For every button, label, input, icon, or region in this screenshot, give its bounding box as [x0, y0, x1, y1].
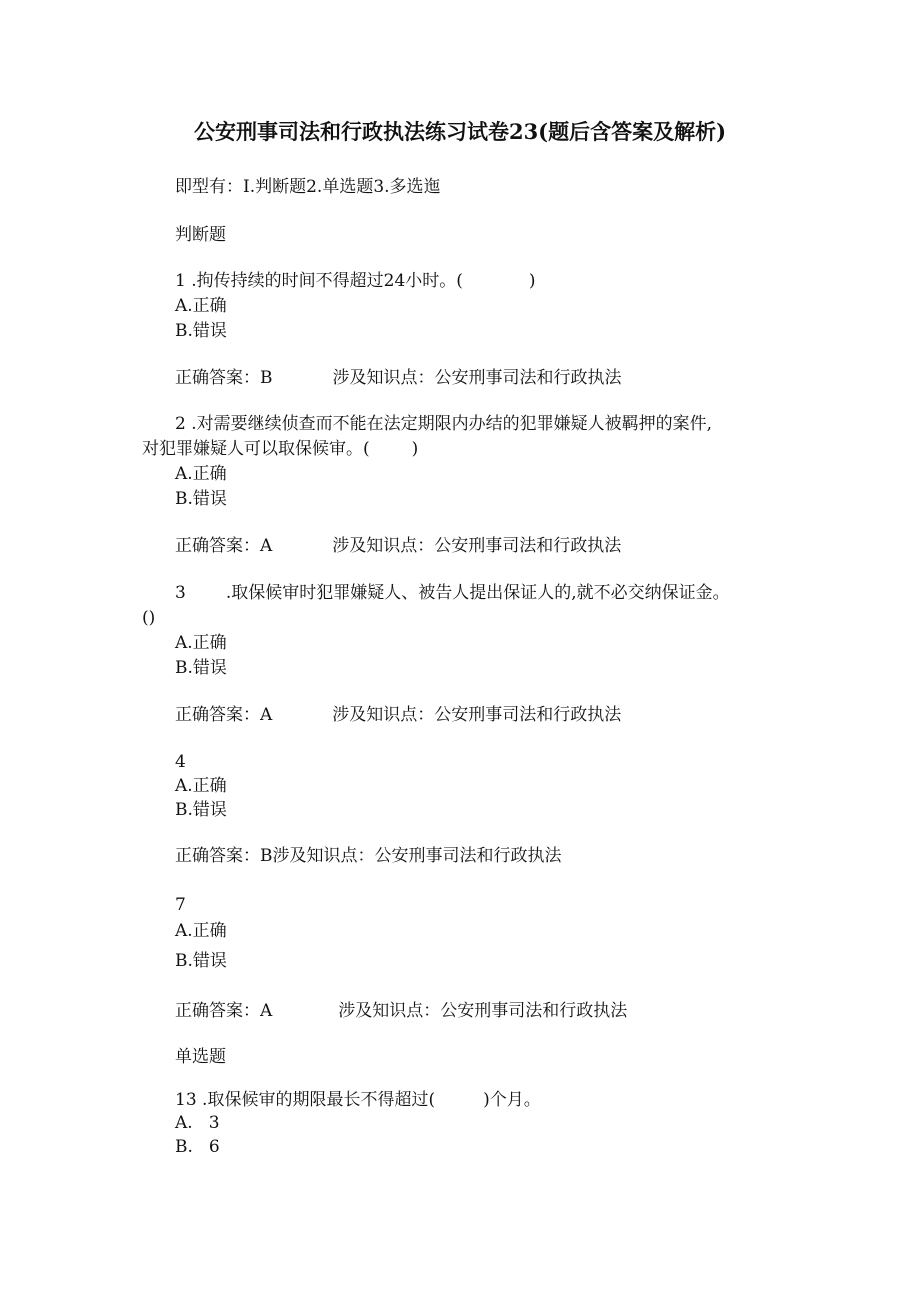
- option-value: 3: [208, 1113, 220, 1133]
- question-stem-text: .取保候审的期限最长不得超过(: [196, 1090, 436, 1110]
- question-7-option-a: A.正确: [175, 921, 227, 941]
- question-13-stem: [175, 1089, 541, 1111]
- question-4-number: 4: [175, 752, 186, 772]
- question-7-option-b: B.错误: [175, 951, 227, 971]
- question-2-option-b: B.错误: [175, 489, 227, 509]
- question-stem-text: .取保候审时犯罪嫌疑人、被告人提出保证人的,就不必交纳保证金。: [225, 583, 730, 603]
- question-stem-text: .拘传持续的时间不得超过24小时。(: [185, 271, 463, 291]
- section-heading-judge: 判断题: [175, 225, 226, 245]
- question-stem-close: ): [528, 271, 536, 291]
- question-4-answer-row: 正确答案：B涉及知识点：公安刑事司法和行政执法: [175, 846, 562, 866]
- knowledge-point: 涉及知识点：公安刑事司法和行政执法: [332, 368, 622, 388]
- correct-answer: 正确答案：A: [175, 705, 273, 725]
- question-stem-text: .对需要继续侦查而不能在法定期限内办结的犯罪嫌疑人被羁押的案件,: [185, 414, 713, 434]
- question-1-option-a: A.正确: [175, 296, 227, 316]
- correct-answer: 正确答案：A: [175, 1001, 273, 1021]
- question-stem-close: )个月。: [483, 1090, 541, 1110]
- question-4-option-a: A.正确: [175, 776, 227, 796]
- knowledge-point: 涉及知识点：公安刑事司法和行政执法: [332, 536, 622, 556]
- document-title: 公安刑事司法和行政执法练习试卷23(题后含答案及解析): [193, 119, 727, 144]
- question-1-answer-row: [175, 367, 622, 389]
- question-1-option-b: B.错误: [175, 321, 227, 341]
- question-2-stem-line1: [175, 413, 712, 435]
- question-13-option-a: [175, 1112, 220, 1134]
- question-types-intro: 即型有：I.判断题2.单选题3.多选迤: [175, 177, 441, 197]
- question-4-option-b: B.错误: [175, 800, 227, 820]
- question-3-stem-line1: [175, 582, 730, 604]
- knowledge-point: 涉及知识点：公安刑事司法和行政执法: [338, 1001, 628, 1021]
- question-7-answer-row: [175, 1000, 627, 1022]
- question-stem-text: 对犯罪嫌疑人可以取保候审。(: [142, 439, 370, 459]
- question-number: 2: [175, 414, 186, 434]
- section-heading-single: 单选题: [175, 1047, 226, 1067]
- option-value: 6: [208, 1137, 220, 1157]
- option-label: A.: [175, 1113, 193, 1133]
- question-2-option-a: A.正确: [175, 464, 227, 484]
- question-13-option-b: [175, 1136, 220, 1158]
- correct-answer: 正确答案：A: [175, 536, 273, 556]
- option-label: B.: [175, 1137, 193, 1157]
- knowledge-point: 涉及知识点：公安刑事司法和行政执法: [332, 705, 622, 725]
- question-2-answer-row: [175, 535, 621, 557]
- question-3-stem-line2: (): [142, 608, 156, 628]
- question-stem-close: ): [411, 439, 419, 459]
- question-3-answer-row: [175, 704, 621, 726]
- question-number: 13: [175, 1090, 197, 1110]
- question-number: 1: [175, 271, 186, 291]
- question-7-number: 7: [175, 895, 186, 915]
- question-number: 3: [175, 583, 186, 603]
- question-3-option-b: B.错误: [175, 658, 227, 678]
- question-1-stem: [175, 270, 536, 292]
- question-3-option-a: A.正确: [175, 633, 227, 653]
- question-2-stem-line2: [142, 438, 418, 460]
- correct-answer: 正确答案：B: [175, 368, 273, 388]
